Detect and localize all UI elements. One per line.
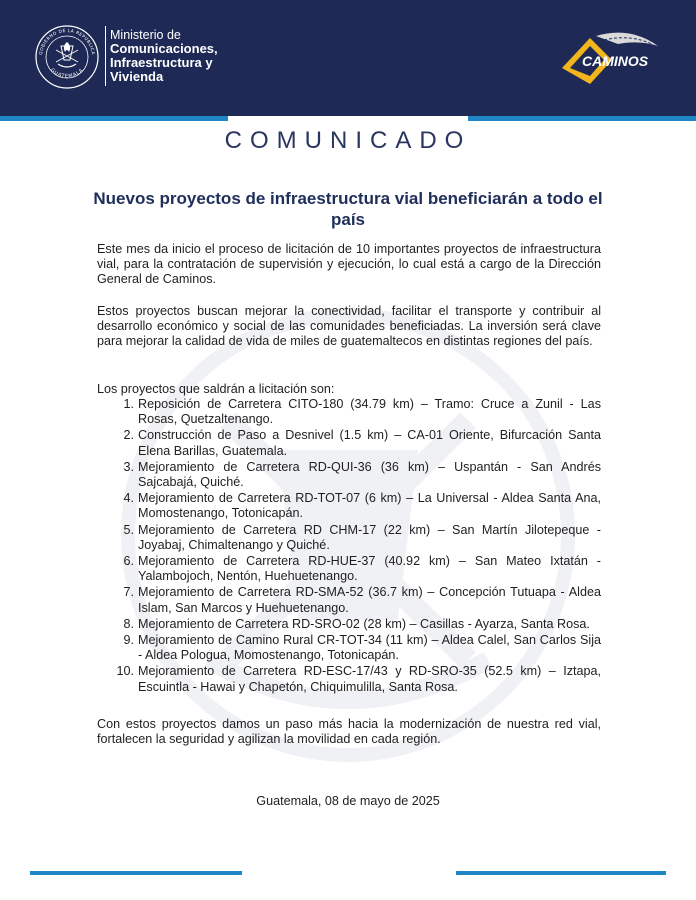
header-rule-left: [0, 116, 228, 121]
list-item: [97, 664, 601, 694]
list-item: [97, 460, 601, 490]
footer-rule-left: [30, 871, 242, 875]
list-item-number: 4.: [123, 491, 134, 506]
caminos-logo-icon: [556, 28, 662, 90]
list-intro: Los proyectos que saldrán a licitación son:: [97, 382, 335, 396]
guatemala-seal-icon: [34, 24, 100, 90]
list-item-text: Construcción de Paso a Desnivel (1.5 km) – CA-01 Oriente, Bifurcación Santa Elena Barillas, Guatemala.: [138, 428, 601, 458]
ministry-line-3: Infraestructura y: [110, 55, 213, 70]
list-item-text: Mejoramiento de Carretera RD-TOT-07 (6 km) – La Universal - Aldea Santa Ana, Momostenango, Totonicapán.: [138, 491, 601, 521]
seal-top-text: GOBIERNO DE LA REPÚBLICA: [39, 28, 95, 56]
list-item: [97, 491, 601, 521]
list-item-number: 3.: [123, 459, 134, 474]
list-item-number: 9.: [123, 633, 134, 648]
paragraph-closing: Con estos proyectos damos un paso más hacia la modernización de nuestra red vial, fortalecen la seguridad y agilizan la movilidad en cada región.: [97, 717, 601, 747]
list-item-text: Mejoramiento de Carretera RD-SRO-02 (28 km) – Casillas - Ayarza, Santa Rosa.: [138, 616, 590, 631]
ministry-line-2: Comunicaciones,: [110, 41, 218, 56]
list-item-number: 2.: [123, 428, 134, 443]
list-item: [97, 428, 601, 458]
list-item-number: 10.: [116, 664, 134, 679]
list-item-number: 8.: [123, 616, 134, 631]
paragraph-intro: Este mes da inicio el proceso de licitación de 10 importantes proyectos de infraestructura vial, para la contratación de supervisión y ejecución, lo cual está a cargo de la Dirección General de Caminos.: [97, 242, 601, 287]
document-headline: Nuevos proyectos de infraestructura vial beneficiarán a todo el país: [93, 189, 603, 229]
list-item: [97, 523, 601, 553]
dateline: Guatemala, 08 de mayo de 2025: [256, 794, 440, 808]
list-item-text: Reposición de Carretera CITO-180 (34.79 km) – Tramo: Cruce a Zunil - Las Rosas, Quetzaltenango.: [138, 397, 601, 427]
list-item-number: 1.: [123, 397, 134, 411]
list-item: [97, 585, 601, 615]
project-list: [97, 397, 601, 696]
list-item-text: Mejoramiento de Carretera RD-ESC-17/43 y RD-SRO-35 (52.5 km) – Iztapa, Escuintla - Hawai y Chapetón, Chiquimulilla, Santa Rosa.: [138, 664, 601, 694]
list-item-text: Mejoramiento de Carretera RD CHM-17 (22 km) – San Martín Jilotepeque - Joyabaj, Chimaltenango y Quiché.: [138, 522, 601, 552]
paragraph-objectives: Estos proyectos buscan mejorar la conectividad, facilitar el transporte y contribuir al desarrollo económico y social de las comunidades beneficiadas. La inversión será clave para mejorar la calidad de vida de miles de guatemaltecos en distintas regiones del país.: [97, 304, 601, 349]
list-item-text: Mejoramiento de Carretera RD-QUI-36 (36 km) – Uspantán - San Andrés Sajcabajá, Quiché.: [138, 459, 601, 490]
ministry-line-1: Ministerio de: [110, 28, 181, 42]
header-band: [0, 0, 696, 116]
header-rule-right: [468, 116, 696, 121]
list-item-number: 6.: [123, 554, 134, 569]
ministry-line-4: Vivienda: [110, 69, 164, 84]
list-item: [97, 397, 601, 427]
svg-text:GUATEMALA: [49, 67, 85, 79]
document-title: COMUNICADO: [224, 127, 472, 154]
footer-rule-right: [456, 871, 666, 875]
list-item-number: 7.: [123, 585, 134, 600]
list-item-number: 5.: [123, 522, 134, 537]
caminos-logo-text: CAMINOS: [582, 53, 649, 69]
list-item: [97, 554, 601, 584]
seal-bottom-text: GUATEMALA: [49, 67, 85, 80]
list-item: [97, 633, 601, 663]
header-divider: [105, 26, 106, 86]
list-item-text: Mejoramiento de Camino Rural CR-TOT-34 (11 km) – Aldea Calel, San Carlos Sija - Aldea Pologua, Momostenango, Totonicapán.: [138, 633, 601, 663]
list-item: [97, 617, 601, 632]
list-item-text: Mejoramiento de Carretera RD-SMA-52 (36.7 km) – Concepción Tutuapa - Aldea Islam, San Marcos y Huehuetenango.: [138, 585, 601, 615]
list-item-text: Mejoramiento de Carretera RD-HUE-37 (40.92 km) – San Mateo Ixtatán - Yalambojoch, Nentón, Huehuetenango.: [138, 554, 601, 584]
ministry-name: [110, 28, 218, 84]
